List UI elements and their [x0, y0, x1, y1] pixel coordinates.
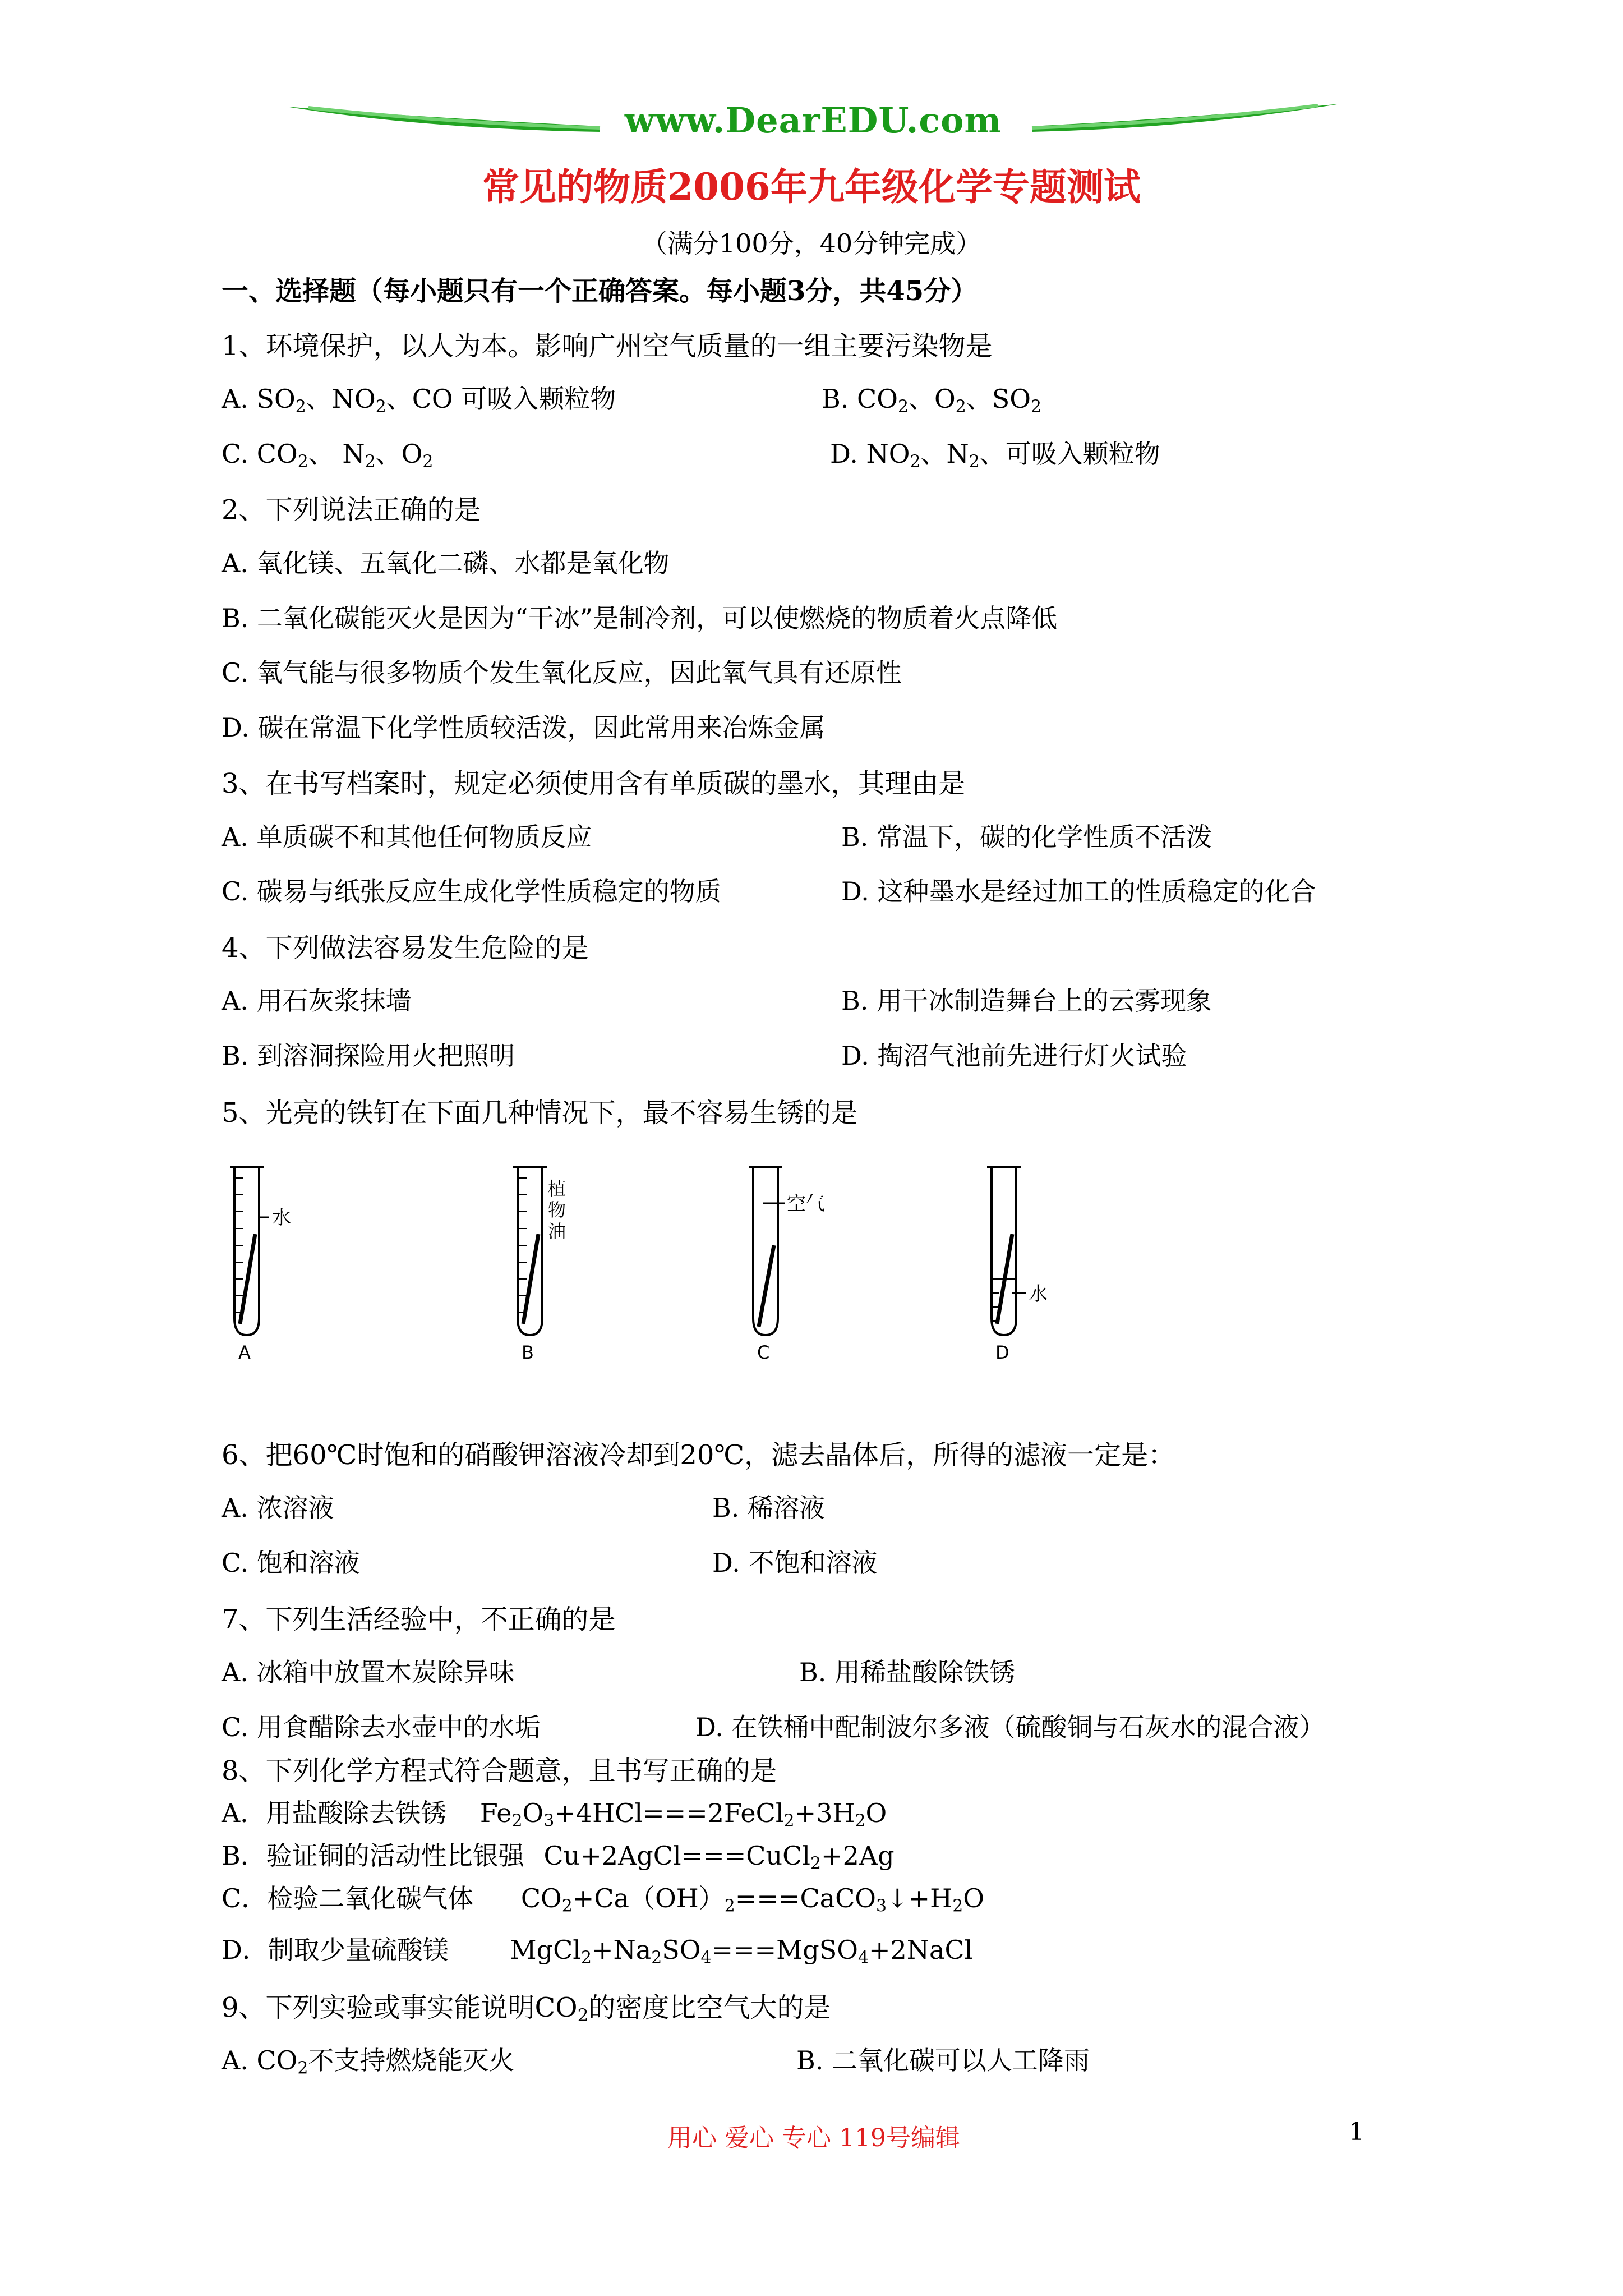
question-5: 5、光亮的铁钉在下面几种情况下，最不容易生锈的是 — [222, 1097, 858, 1129]
q2-option-d: D. 碳在常温下化学性质较活泼，因此常用来冶炼金属 — [222, 712, 826, 743]
test-tube-diagram — [224, 1156, 1066, 1363]
site-name: www.DearEDU.com — [624, 100, 1002, 141]
question-1: 1、环境保护，以人为本。影响广州空气质量的一组主要污染物是 — [222, 330, 993, 362]
tube-a-label: 水 — [272, 1207, 291, 1229]
q6-option-c: C. 饱和溶液 — [222, 1548, 360, 1578]
q3-option-b: B. 常温下，碳的化学性质不活泼 — [841, 822, 1212, 852]
tube-b-letter: B — [522, 1342, 534, 1363]
q4-option-d: D. 掏沼气池前先进行灯火试验 — [841, 1041, 1187, 1071]
q8-option-a: A．用盐酸除去铁锈 $Fe_2O_3+4HCl===2FeCl_2+3H_2O$ — [222, 1798, 887, 1831]
tube-b-label-1: 植 — [548, 1178, 566, 1199]
q1-option-b: B. $CO_2$、$O_2$、$SO_2$ — [822, 384, 1042, 417]
q9-option-a: A. $CO_2$不支持燃烧能灭火 — [222, 2045, 515, 2078]
q7-option-d: D. 在铁桶中配制波尔多液（硫酸铜与石灰水的混合液） — [695, 1712, 1325, 1742]
question-3: 3、在书写档案时，规定必须使用含有单质碳的墨水，其理由是 — [222, 768, 966, 799]
q6-option-a: A. 浓溶液 — [222, 1493, 334, 1523]
question-2: 2、下列说法正确的是 — [222, 494, 481, 526]
q8-option-c: C．检验二氧化碳气体 $CO_2+Ca(OH)_2===CaCO_3↓+H_2O$ — [222, 1883, 984, 1916]
q9-option-b: B. 二氧化碳可以人工降雨 — [796, 2045, 1090, 2076]
question-6: 6、把60℃时饱和的硝酸钾溶液冷却到20℃，滤去晶体后，所得的滤液一定是： — [222, 1439, 1175, 1471]
tube-b-label-3: 油 — [548, 1221, 566, 1242]
q6-option-d: D. 不饱和溶液 — [712, 1548, 878, 1578]
q1-option-d: D. $NO_2$、$N_2$、可吸入颗粒物 — [830, 439, 1160, 472]
tube-d-letter: D — [995, 1342, 1009, 1363]
q4-option-c: B. 到溶洞探险用火把照明 — [222, 1041, 515, 1071]
q2-option-b: B. 二氧化碳能灭火是因为“干冰”是制冷剂，可以使燃烧的物质着火点降低 — [222, 603, 1058, 633]
tube-c-label: 空气 — [787, 1193, 825, 1215]
q8-option-d: D．制取少量硫酸镁 $MgCl_2+Na_2SO_4===MgSO_4+2NaCl$ — [222, 1935, 973, 1968]
q1-option-c: C. $CO_2$、 $N_2$、$O_2$ — [222, 439, 434, 472]
tube-d-label: 水 — [1029, 1283, 1048, 1305]
tube-c — [749, 1167, 825, 1363]
question-4: 4、下列做法容易发生危险的是 — [222, 932, 589, 964]
q3-option-d: D. 这种墨水是经过加工的性质稳定的化合 — [841, 876, 1316, 907]
question-9: 9、下列实验或事实能说明$CO_2$的密度比空气大的是 — [222, 1992, 831, 2026]
page-subtitle: （满分100分，40分钟完成） — [641, 228, 982, 259]
q4-option-a: A. 用石灰浆抹墙 — [222, 986, 412, 1016]
tube-a-letter: A — [238, 1342, 251, 1363]
q7-option-c: C. 用食醋除去水壶中的水垢 — [222, 1712, 541, 1742]
page-title: 常见的物质2006年九年级化学专题测试 — [482, 165, 1141, 209]
q3-option-a: A. 单质碳不和其他任何物质反应 — [222, 822, 592, 852]
q3-option-c: C. 碳易与纸张反应生成化学性质稳定的物质 — [222, 876, 721, 907]
tube-b — [513, 1167, 566, 1363]
footer-text: 用心 爱心 专心 119号编辑 — [667, 2124, 960, 2152]
q2-option-a: A. 氧化镁、五氧化二磷、水都是氧化物 — [222, 548, 670, 578]
q8-option-b: B．验证铜的活动性比银强 Cu+2AgCl===CuCl$_2$+2Ag — [222, 1841, 895, 1874]
q7-option-b: B. 用稀盐酸除铁锈 — [799, 1657, 1016, 1687]
question-7: 7、下列生活经验中，不正确的是 — [222, 1604, 616, 1635]
section-heading: 一、选择题（每小题只有一个正确答案。每小题3分，共45分） — [222, 275, 978, 307]
question-8: 8、下列化学方程式符合题意，且书写正确的是 — [222, 1755, 777, 1787]
tube-a — [230, 1167, 291, 1363]
q7-option-a: A. 冰箱中放置木炭除异味 — [222, 1657, 515, 1687]
q4-option-b: B. 用干冰制造舞台上的云雾现象 — [841, 986, 1212, 1016]
page-number: 1 — [1349, 2118, 1364, 2146]
tube-b-label-2: 物 — [548, 1199, 566, 1221]
tube-d — [987, 1167, 1048, 1363]
q1-option-a: A. $SO_2$、$NO_2$、CO 可吸入颗粒物 — [222, 384, 616, 417]
q2-option-c: C. 氧气能与很多物质个发生氧化反应，因此氧气具有还原性 — [222, 657, 902, 688]
tube-c-letter: C — [757, 1342, 770, 1363]
q6-option-b: B. 稀溶液 — [712, 1493, 826, 1523]
